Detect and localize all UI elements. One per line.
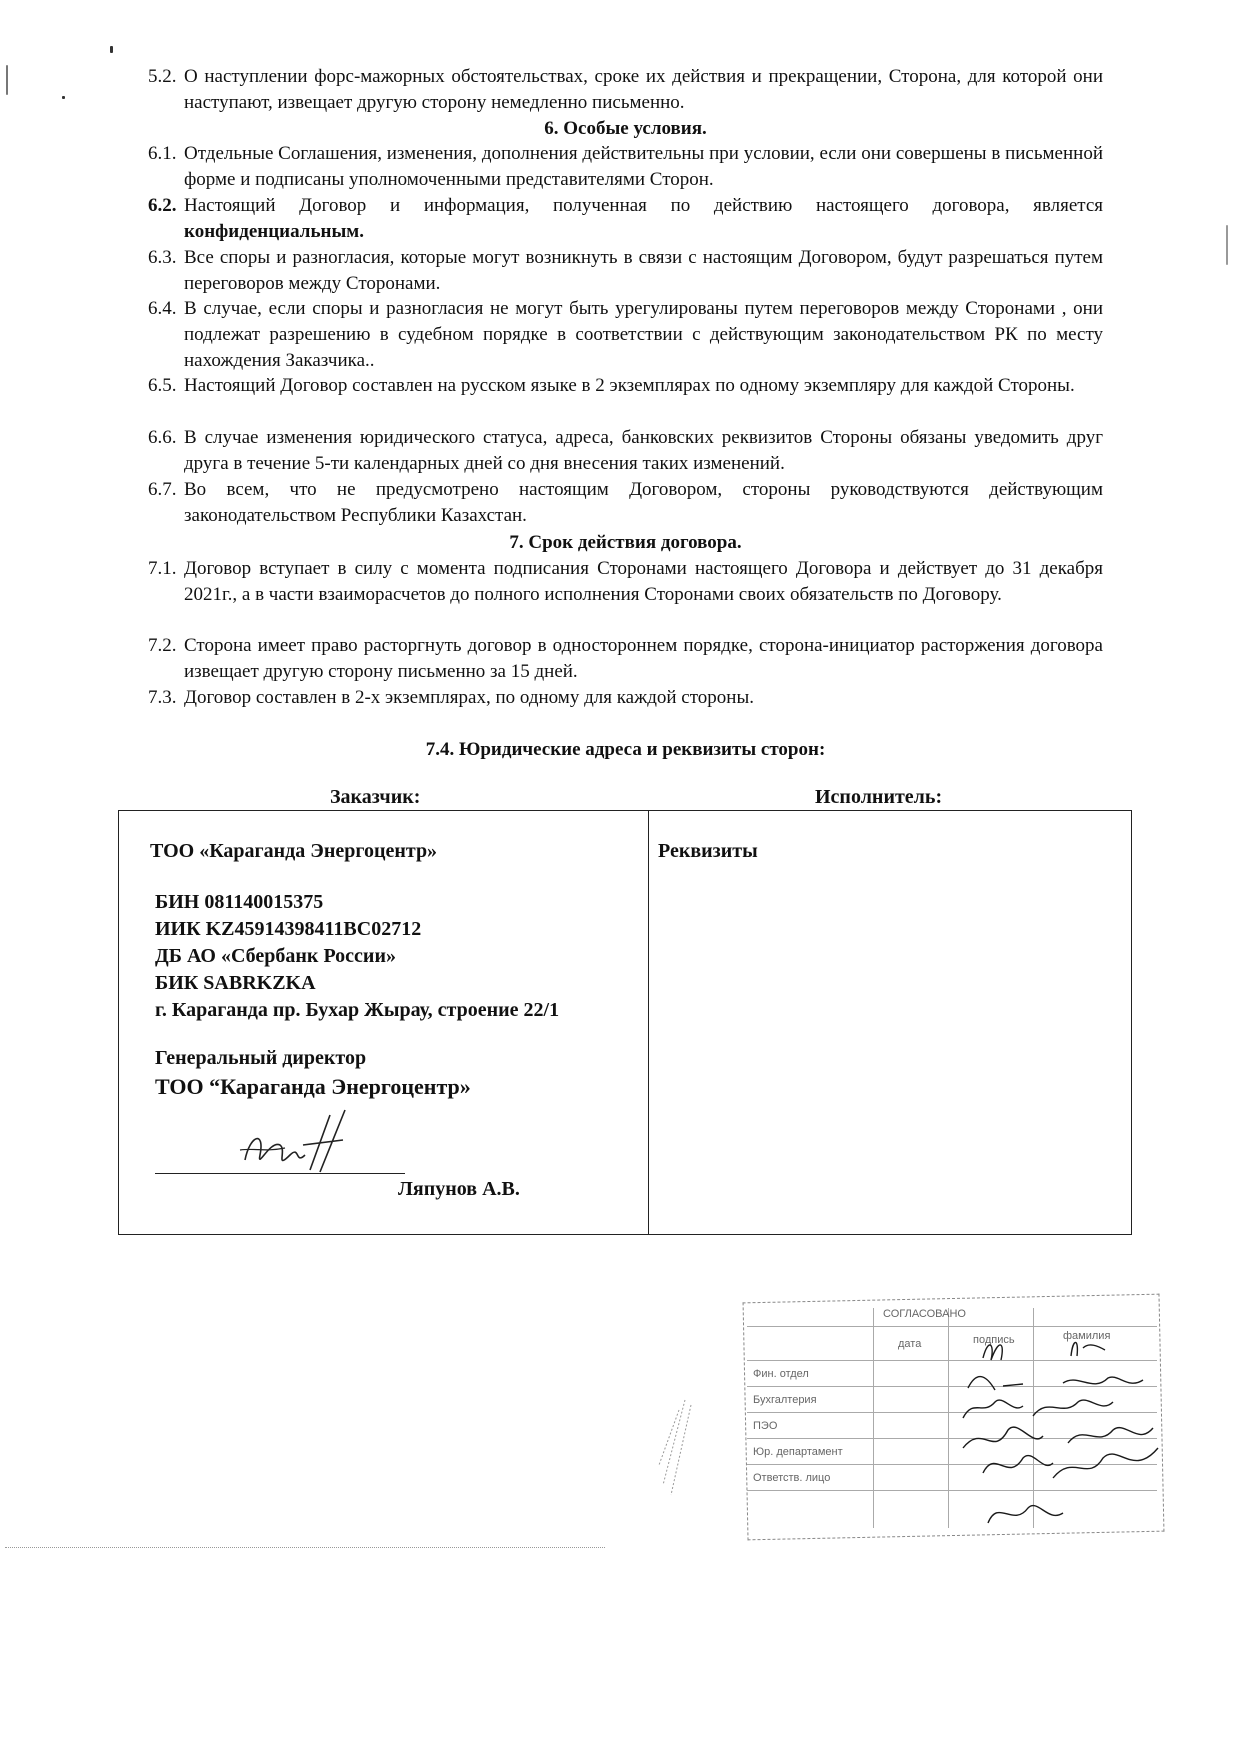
clause-6-1 [148,141,1103,193]
scan-speck [6,65,8,95]
customer-company-2: ТОО “Караганда Энергоцентр» [155,1074,471,1099]
stamp-row-3: Юр. департамент [753,1446,843,1458]
clause-text: Во всем, что не предусмотрено настоящим Договором, стороны руководствуются действующим законодательством Республики Казахстан. [184,479,1103,526]
clause-text: Настоящий Договор составлен на русском языке в 2 экземплярах по одному экземпляру для каждой Стороны. [184,375,1075,396]
stamp-col-signature: подпись [973,1334,1015,1346]
clause-7-4-heading: 7.4. Юридические адреса и реквизиты сторон: [425,739,826,760]
clause-text: Отдельные Соглашения, изменения, дополнения действительны при условии, если они совершены в письменной форме и подписаны уполномоченными представителями Сторон. [184,143,1103,190]
clause-number: 5.2. [148,66,177,87]
signature-line [155,1173,405,1174]
stamp-row-1: Бухгалтерия [753,1394,817,1406]
clause-text: В случае изменения юридического статуса, адреса, банковских реквизитов Стороны обязаны уведомить друг друга в течение 5-ти календарных дней со дня внесения таких изменений. [184,427,1103,474]
customer-position: Генеральный директор [155,1047,367,1069]
clause-number: 6.1. [148,143,177,164]
stamp-col-surname: фамилия [1063,1330,1111,1342]
clause-6-4 [148,296,1103,374]
approval-stamp [733,1298,1163,1536]
customer-column-label: Заказчик: [330,786,421,808]
clause-text [184,193,1103,245]
clause-text: Договор вступает в силу с момента подписания Сторонами настоящего Договора и действует до 31 декабря 2021г., а в части взаиморасчетов до полного исполнения Сторонами своих обязательств по Договору. [184,558,1103,605]
clause-text: Все споры и разногласия, которые могут возникнуть в связи с настоящим Договором, будут разрешаться путем переговоров между Сторонами. [184,247,1103,294]
clause-number: 6.3. [148,247,177,268]
dotted-line [5,1547,605,1548]
clause-number: 6.5. [148,375,177,396]
clause-text: Договор составлен в 2-х экземплярах, по одному для каждой стороны. [184,687,754,708]
customer-bik: БИК SABRKZKA [155,972,316,994]
customer-signatory: Ляпунов А.В. [398,1178,520,1200]
stamp-col-date: дата [898,1338,922,1350]
customer-address: г. Караганда пр. Бухар Жырау, строение 22/1 [155,999,560,1021]
clause-7-3 [148,685,1103,711]
clause-number: 7.3. [148,687,177,708]
clause-6-7 [148,477,1103,529]
clause-6-6 [148,425,1103,477]
clause-number: 6.6. [148,427,177,448]
clause-6-5 [148,373,1103,399]
customer-bin: БИН 081140015375 [155,891,324,913]
customer-iik: ИИК KZ45914398411BC02712 [155,918,422,940]
clause-6-2 [148,193,1103,245]
clause-text: Сторона имеет право расторгнуть договор в одностороннем порядке, сторона-инициатор расторжения договора извещает другую сторону письменно за 15 дней. [184,635,1103,682]
stamp-row-4: Ответств. лицо [753,1472,831,1484]
contractor-column-label: Исполнитель: [815,786,943,808]
clause-7-2 [148,633,1103,685]
clause-5-2 [148,64,1103,116]
clause-6-3 [148,245,1103,297]
scan-speck [62,96,65,99]
clause-7-1 [148,556,1103,608]
clause-number: 6.2. [148,195,177,216]
section-7-heading: 7. Срок действия договора. [509,532,742,553]
customer-company: ТОО «Караганда Энергоцентр» [150,840,438,862]
clause-text: В случае, если споры и разногласия не могут быть урегулированы путем переговоров между Сторонами , они подлежат разрешению в судебном порядке в соответствии с действующим законодательством РК по месту нахождения Заказчика.. [184,298,1103,371]
stamp-title: СОГЛАСОВАНО [883,1308,966,1320]
clause-number: 7.1. [148,558,177,579]
clause-text-bold: конфиденциальным. [184,221,364,242]
stamp-row-0: Фин. отдел [753,1368,809,1380]
requisites-column-divider [648,810,649,1235]
stamp-row-2: ПЭО [753,1420,778,1432]
section-6-heading: 6. Особые условия. [544,118,707,139]
clause-text-main: Настоящий Договор и информация, полученная по действию настоящего договора, является [184,195,1103,216]
clause-text: О наступлении форс-мажорных обстоятельствах, сроке их действия и прекращении, Сторона, для которой они наступают, извещает другую сторону немедленно письменно. [184,66,1103,113]
contractor-requisites: Реквизиты [658,840,758,862]
scan-speck [1226,225,1228,265]
pencil-marks [655,1395,695,1505]
clause-number: 6.4. [148,298,177,319]
stamp-handwriting [733,1298,1163,1536]
scan-speck [110,46,113,53]
clause-number: 7.2. [148,635,177,656]
customer-bank: ДБ АО «Сбербанк России» [155,945,396,967]
clause-number: 6.7. [148,479,177,500]
